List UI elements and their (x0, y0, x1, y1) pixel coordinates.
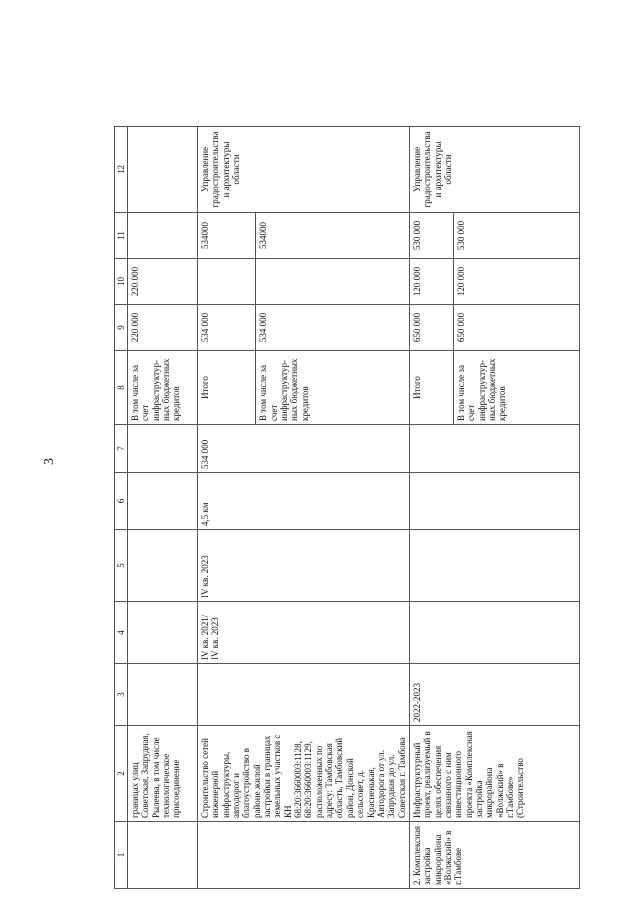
table-cell (128, 822, 198, 889)
table-cell (128, 473, 198, 530)
table-cell: 650 000 (409, 305, 453, 351)
table-row (128, 127, 198, 889)
table-cell (128, 425, 198, 473)
table-cell: 650 000 (453, 305, 579, 351)
table-cell: Управление градостроительства и архитектуры области (409, 127, 579, 213)
header-cell: 12 (115, 127, 128, 213)
table-cell (128, 213, 198, 259)
table-cell (409, 602, 579, 664)
table-cell: Инфраструктурный проект, реализуемый в целях обеспечения связанного с ним инвестиционного проекта «Комплексная застройка микрорайона «Волжский» в г.Тамбове» (Строительство (409, 726, 579, 822)
table-cell (128, 530, 198, 602)
table-cell: Строительство сетей инженерной инфраструктуры, автодорог и благоустройство в районе жилой застройки в границах земельных участков с КН 68:20:3660003:1128, 68:20:3660003:1129, расположенных по адресу: Тамбовская область, Тамбовский район, Донской сельсовет, д. Красненькая, Автодорога от ул. Запрудная до ул. Советская г. Тамбова (198, 726, 410, 822)
table-row (198, 127, 256, 889)
page-number: 3 (42, 458, 57, 465)
table-cell (198, 822, 410, 889)
table-cell: 120 000 (453, 259, 579, 305)
table-cell: 534 000 (198, 305, 256, 351)
table-cell: 2. Комплексная застройка микрорайона «Волжский» в г.Тамбове (409, 822, 579, 889)
table-cell: 534 000 (198, 425, 410, 473)
header-cell: 3 (115, 664, 128, 726)
table-cell: Итого (409, 351, 453, 425)
table-cell (198, 259, 256, 305)
table-cell: В том числе за счет инфраструктур-ных бюджетных кредитов (128, 351, 198, 425)
table-cell: Итого (198, 351, 256, 425)
table-cell: IV кв. 2023 (198, 530, 410, 602)
header-cell: 4 (115, 602, 128, 664)
table-cell: 534000 (198, 213, 256, 259)
projects-table (114, 126, 580, 889)
table-cell: Управление градостроительства и архитектуры области (198, 127, 410, 213)
header-cell: 7 (115, 425, 128, 473)
header-cell: 8 (115, 351, 128, 425)
table-cell: 534000 (256, 213, 409, 259)
table-cell (409, 425, 579, 473)
table-cell: 220 000 (128, 259, 198, 305)
header-cell: 1 (115, 822, 128, 889)
table-cell: В том числе за счет инфраструктур-ных бюджетных кредитов (453, 351, 579, 425)
header-cell: 5 (115, 530, 128, 602)
table-row (409, 127, 453, 889)
table-cell (256, 259, 409, 305)
table-cell: 530 000 (409, 213, 453, 259)
table-cell: 2022-2023 (409, 664, 579, 726)
table-cell (128, 127, 198, 213)
table-cell: 530 000 (453, 213, 579, 259)
table-cell (128, 602, 198, 664)
table-cell: 534 000 (256, 305, 409, 351)
header-cell: 6 (115, 473, 128, 530)
table-cell (409, 530, 579, 602)
table-cell: 4,5 км (198, 473, 410, 530)
table-cell (409, 473, 579, 530)
table-cell: В том числе за счет инфраструктур-ных бюджетных кредитов (256, 351, 409, 425)
table-cell: IV кв. 2021/ IV кв. 2023 (198, 602, 410, 664)
table-cell: границах улиц Советская, Запрудная, Рылеева, в том числе технологическое присоединение (128, 726, 198, 822)
header-cell: 2 (115, 726, 128, 822)
header-cell: 11 (115, 213, 128, 259)
header-row (115, 127, 128, 889)
table-cell (128, 664, 198, 726)
header-cell: 10 (115, 259, 128, 305)
header-cell: 9 (115, 305, 128, 351)
table-cell: 120 000 (409, 259, 453, 305)
table-cell (198, 664, 410, 726)
table-cell: 220 000 (128, 305, 198, 351)
